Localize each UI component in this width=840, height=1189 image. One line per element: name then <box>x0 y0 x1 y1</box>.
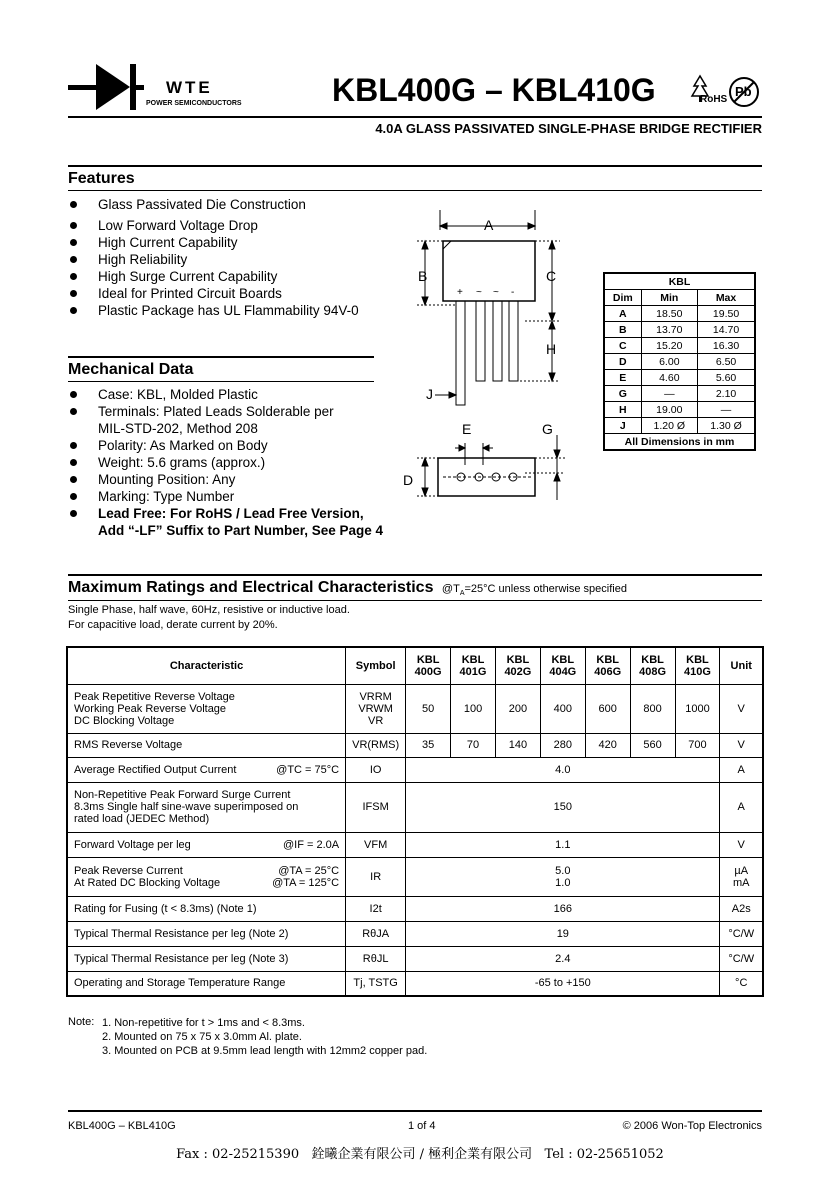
mechanical-item: Terminals: Plated Leads Solderable per <box>68 403 383 420</box>
value-cell: 280 <box>540 733 585 757</box>
value-cell: 560 <box>630 733 675 757</box>
mechanical-item: Weight: 5.6 grams (approx.) <box>68 454 383 471</box>
ratings-bottom-rule <box>68 600 762 601</box>
dim-header: Dim <box>604 290 641 306</box>
pb-label: Pb <box>735 84 752 99</box>
value-cell: 800 <box>630 684 675 733</box>
table-row <box>67 757 763 782</box>
symbol-cell: IO <box>346 757 406 782</box>
ratings-condition <box>441 583 627 598</box>
ratings-table <box>66 646 764 997</box>
dim-cell: 5.60 <box>698 370 755 386</box>
mechanical-item: Case: KBL, Molded Plastic <box>68 386 383 403</box>
page-subtitle: 4.0A GLASS PASSIVATED SINGLE-PHASE BRIDGE RECTIFIER <box>375 121 762 136</box>
dim-cell: — <box>698 402 755 418</box>
notes-label: Note: <box>68 1016 95 1028</box>
feature-item: High Current Capability <box>68 234 359 251</box>
feature-item: Plastic Package has UL Flammability 94V-0 <box>68 302 359 319</box>
dim-cell: 19.00 <box>641 402 698 418</box>
value-cell: 19 <box>406 921 720 946</box>
unit-line: µA <box>734 864 749 877</box>
feature-item: Ideal for Printed Circuit Boards <box>68 285 359 302</box>
value-cell: 4.0 <box>406 757 720 782</box>
col-unit: Unit <box>720 647 763 684</box>
value-cell: 50 <box>406 684 451 733</box>
dim-cell: J <box>604 418 641 434</box>
part-suffix: 401G <box>459 665 487 678</box>
unit-cell: V <box>720 733 763 757</box>
table-row <box>604 418 755 434</box>
part-prefix: KBL <box>686 653 709 666</box>
characteristic-text: Forward Voltage per leg <box>74 838 191 851</box>
fax-line: Fax : 02-25215390 銓曦企業有限公司 / 極利企業有限公司 Tel : 02-25651052 <box>176 1147 664 1162</box>
mechanical-item: Add “-LF” Suffix to Part Number, See Page 4 <box>98 523 384 538</box>
table-row <box>604 306 755 322</box>
unit-cell: °C/W <box>720 946 763 971</box>
symbol-line: VR <box>368 714 384 727</box>
part-title: KBL400G – KBL410G <box>332 72 656 108</box>
ratings-title: Maximum Ratings and Electrical Characteristics <box>68 579 434 596</box>
footer-copyright: © 2006 Won-Top Electronics <box>622 1120 762 1132</box>
condition-sub: A <box>459 590 465 598</box>
unit-line: mA <box>732 876 750 889</box>
pin-label: ~ <box>493 287 499 298</box>
characteristic-line: Working Peak Reverse Voltage <box>74 702 227 715</box>
rohs-label: RoHS <box>700 94 728 105</box>
value-cell: 1.1 <box>406 832 720 857</box>
condition-text: @TA = 25°C <box>278 864 340 877</box>
col-part <box>451 647 496 684</box>
col-characteristic: Characteristic <box>67 647 346 684</box>
value-cell <box>406 857 720 896</box>
mechanical-list <box>68 386 383 539</box>
table-row <box>604 370 755 386</box>
features-title: Features <box>68 170 135 187</box>
characteristic-line: DC Blocking Voltage <box>74 714 175 727</box>
features-bottom-rule <box>68 190 762 191</box>
value-cell: 420 <box>585 733 630 757</box>
col-symbol: Symbol <box>346 647 406 684</box>
characteristic-line: 8.3ms Single half sine-wave superimposed on <box>74 801 299 813</box>
dim-label-c: C <box>546 268 557 284</box>
symbol-cell: VR(RMS) <box>346 733 406 757</box>
dim-cell: 14.70 <box>698 322 755 338</box>
value-cell: 200 <box>495 684 540 733</box>
characteristic-cell: RMS Reverse Voltage <box>67 733 346 757</box>
table-header-row <box>67 647 763 684</box>
part-prefix: KBL <box>641 653 664 666</box>
symbol-cell: RθJA <box>346 921 406 946</box>
symbol-cell <box>346 684 406 733</box>
col-part <box>630 647 675 684</box>
dim-cell: C <box>604 338 641 354</box>
dim-header: Max <box>698 290 755 306</box>
mechanical-item: MIL-STD-202, Method 208 <box>98 421 258 436</box>
dim-cell: 2.10 <box>698 386 755 402</box>
dim-cell: 1.30 Ø <box>698 418 755 434</box>
dim-table-title: KBL <box>604 273 755 290</box>
dim-cell: 19.50 <box>698 306 755 322</box>
dim-cell: 6.50 <box>698 354 755 370</box>
ratings-heading <box>68 579 627 597</box>
table-row <box>67 782 763 832</box>
table-row <box>67 832 763 857</box>
symbol-line: VRRM <box>359 690 392 703</box>
features-top-rule <box>68 165 762 167</box>
mechanical-item: Marking: Type Number <box>68 488 383 505</box>
value-line: 1.0 <box>555 876 571 889</box>
characteristic-text: At Rated DC Blocking Voltage <box>74 876 221 889</box>
table-row <box>604 402 755 418</box>
value-cell: 35 <box>406 733 451 757</box>
characteristic-cell: Typical Thermal Resistance per leg (Note 3) <box>67 946 346 971</box>
logo-name: WTE <box>166 78 213 97</box>
dim-label-g: G <box>542 421 553 437</box>
dimension-table <box>603 272 756 451</box>
value-cell: 700 <box>675 733 720 757</box>
dim-cell: 6.00 <box>641 354 698 370</box>
table-row <box>604 386 755 402</box>
note-item: 2. Mounted on 75 x 75 x 3.0mm Al. plate. <box>102 1031 302 1043</box>
part-prefix: KBL <box>551 653 575 666</box>
table-row <box>604 322 755 338</box>
part-suffix: 404G <box>549 665 577 678</box>
dim-label-j: J <box>426 386 433 402</box>
value-cell: 150 <box>406 782 720 832</box>
table-row <box>67 684 763 733</box>
value-cell: 140 <box>495 733 540 757</box>
ratings-top-rule <box>68 574 762 576</box>
value-line: 5.0 <box>555 864 571 877</box>
col-part <box>540 647 585 684</box>
characteristic-line: Non-Repetitive Peak Forward Surge Current <box>74 789 291 801</box>
dim-label-d: D <box>403 472 414 488</box>
feature-item: High Surge Current Capability <box>68 268 359 285</box>
condition-text: @T <box>441 583 460 595</box>
part-suffix: 400G <box>414 665 442 678</box>
unit-cell: °C <box>720 971 763 996</box>
symbol-cell: IFSM <box>346 782 406 832</box>
dim-cell: 4.60 <box>641 370 698 386</box>
col-part <box>495 647 540 684</box>
condition-text: @TA = 125°C <box>272 876 340 889</box>
dim-table-footer: All Dimensions in mm <box>604 434 755 451</box>
value-cell: 2.4 <box>406 946 720 971</box>
pin-label: ~ <box>476 287 482 298</box>
value-cell: 70 <box>451 733 496 757</box>
dim-cell: B <box>604 322 641 338</box>
symbol-cell: IR <box>346 857 406 896</box>
value-cell: 100 <box>451 684 496 733</box>
dim-cell: 15.20 <box>641 338 698 354</box>
col-part <box>585 647 630 684</box>
table-row <box>67 971 763 996</box>
unit-cell <box>720 857 763 896</box>
dim-label-e: E <box>462 421 472 437</box>
characteristic-cell: Typical Thermal Resistance per leg (Note 2) <box>67 921 346 946</box>
value-cell: 166 <box>406 896 720 921</box>
unit-cell: V <box>720 832 763 857</box>
dim-cell: A <box>604 306 641 322</box>
mechanical-title: Mechanical Data <box>68 361 194 378</box>
table-row <box>67 896 763 921</box>
rohs-mark <box>690 74 726 110</box>
characteristic-line: Peak Repetitive Reverse Voltage <box>74 690 235 703</box>
dim-label-b: B <box>418 268 428 284</box>
value-cell: 1000 <box>675 684 720 733</box>
pin-label: + <box>457 287 463 298</box>
footer-left: KBL400G – KBL410G <box>68 1120 176 1132</box>
characteristic-cell <box>67 832 346 857</box>
logo-subtitle: POWER SEMICONDUCTORS <box>146 100 242 107</box>
feature-item: Low Forward Voltage Drop <box>68 217 359 234</box>
notes-list <box>102 1016 427 1058</box>
unit-cell: V <box>720 684 763 733</box>
condition-text: =25°C unless otherwise specified <box>464 583 627 595</box>
symbol-cell: I2t <box>346 896 406 921</box>
mechanical-item: Polarity: As Marked on Body <box>68 437 383 454</box>
symbol-line: VRWM <box>358 702 393 715</box>
characteristic-cell <box>67 782 346 832</box>
footer-page-number: 1 of 4 <box>408 1120 436 1132</box>
part-prefix: KBL <box>416 653 440 666</box>
mechanical-bottom-rule <box>68 381 374 382</box>
mechanical-item: Lead Free: For RoHS / Lead Free Version, <box>68 505 383 522</box>
table-row <box>67 921 763 946</box>
part-prefix: KBL <box>461 653 485 666</box>
unit-cell: A <box>720 757 763 782</box>
dim-cell: 13.70 <box>641 322 698 338</box>
col-part <box>675 647 720 684</box>
symbol-cell: VFM <box>346 832 406 857</box>
value-cell: 400 <box>540 684 585 733</box>
characteristic-text: Average Rectified Output Current <box>74 763 237 776</box>
feature-item: Glass Passivated Die Construction <box>68 196 359 213</box>
note-item: 3. Mounted on PCB at 9.5mm lead length with 12mm2 copper pad. <box>102 1045 428 1057</box>
table-row <box>604 338 755 354</box>
dim-cell: 16.30 <box>698 338 755 354</box>
characteristic-cell: Rating for Fusing (t < 8.3ms) (Note 1) <box>67 896 346 921</box>
characteristic-cell <box>67 757 346 782</box>
dim-cell: — <box>641 386 698 402</box>
mechanical-top-rule <box>68 356 374 358</box>
characteristic-cell: Operating and Storage Temperature Range <box>67 971 346 996</box>
characteristic-cell <box>67 684 346 733</box>
feature-item: High Reliability <box>68 251 359 268</box>
dim-cell: 1.20 Ø <box>641 418 698 434</box>
table-row <box>67 733 763 757</box>
unit-cell: A <box>720 782 763 832</box>
features-list <box>68 196 359 319</box>
dim-cell: H <box>604 402 641 418</box>
dim-cell: G <box>604 386 641 402</box>
package-outline-diagram <box>395 205 595 505</box>
part-suffix: 408G <box>639 665 667 678</box>
value-cell: -65 to +150 <box>406 971 720 996</box>
ratings-note-1: Single Phase, half wave, 60Hz, resistive or inductive load. <box>68 604 350 616</box>
pin-label: - <box>511 287 515 298</box>
dim-cell: D <box>604 354 641 370</box>
characteristic-cell <box>67 857 346 896</box>
part-suffix: 402G <box>504 665 532 678</box>
symbol-cell: Tj, TSTG <box>346 971 406 996</box>
footer-rule <box>68 1110 762 1112</box>
table-row <box>67 857 763 896</box>
table-row <box>67 946 763 971</box>
condition-text: @TC = 75°C <box>276 763 340 776</box>
col-part <box>406 647 451 684</box>
unit-cell: °C/W <box>720 921 763 946</box>
part-suffix: 410G <box>684 665 711 678</box>
dim-label-h: H <box>546 341 557 357</box>
value-cell: 600 <box>585 684 630 733</box>
ratings-note-2: For capacitive load, derate current by 20%. <box>68 619 278 631</box>
dim-label-a: A <box>484 217 494 233</box>
note-item: 1. Non-repetitive for t > 1ms and < 8.3ms. <box>102 1017 305 1029</box>
company-logo <box>68 62 248 112</box>
lead-free-mark <box>728 76 760 108</box>
symbol-cell: RθJL <box>346 946 406 971</box>
part-prefix: KBL <box>596 653 619 666</box>
dim-cell: 18.50 <box>641 306 698 322</box>
part-suffix: 406G <box>594 665 622 678</box>
characteristic-line: rated load (JEDEC Method) <box>74 813 210 825</box>
dim-header: Min <box>641 290 698 306</box>
dim-cell: E <box>604 370 641 386</box>
mechanical-item: Mounting Position: Any <box>68 471 383 488</box>
condition-text: @IF = 2.0A <box>283 838 340 851</box>
part-prefix: KBL <box>506 653 530 666</box>
characteristic-text: Peak Reverse Current <box>74 864 183 877</box>
table-row <box>604 354 755 370</box>
unit-cell: A2s <box>720 896 763 921</box>
title-rule <box>68 116 762 118</box>
